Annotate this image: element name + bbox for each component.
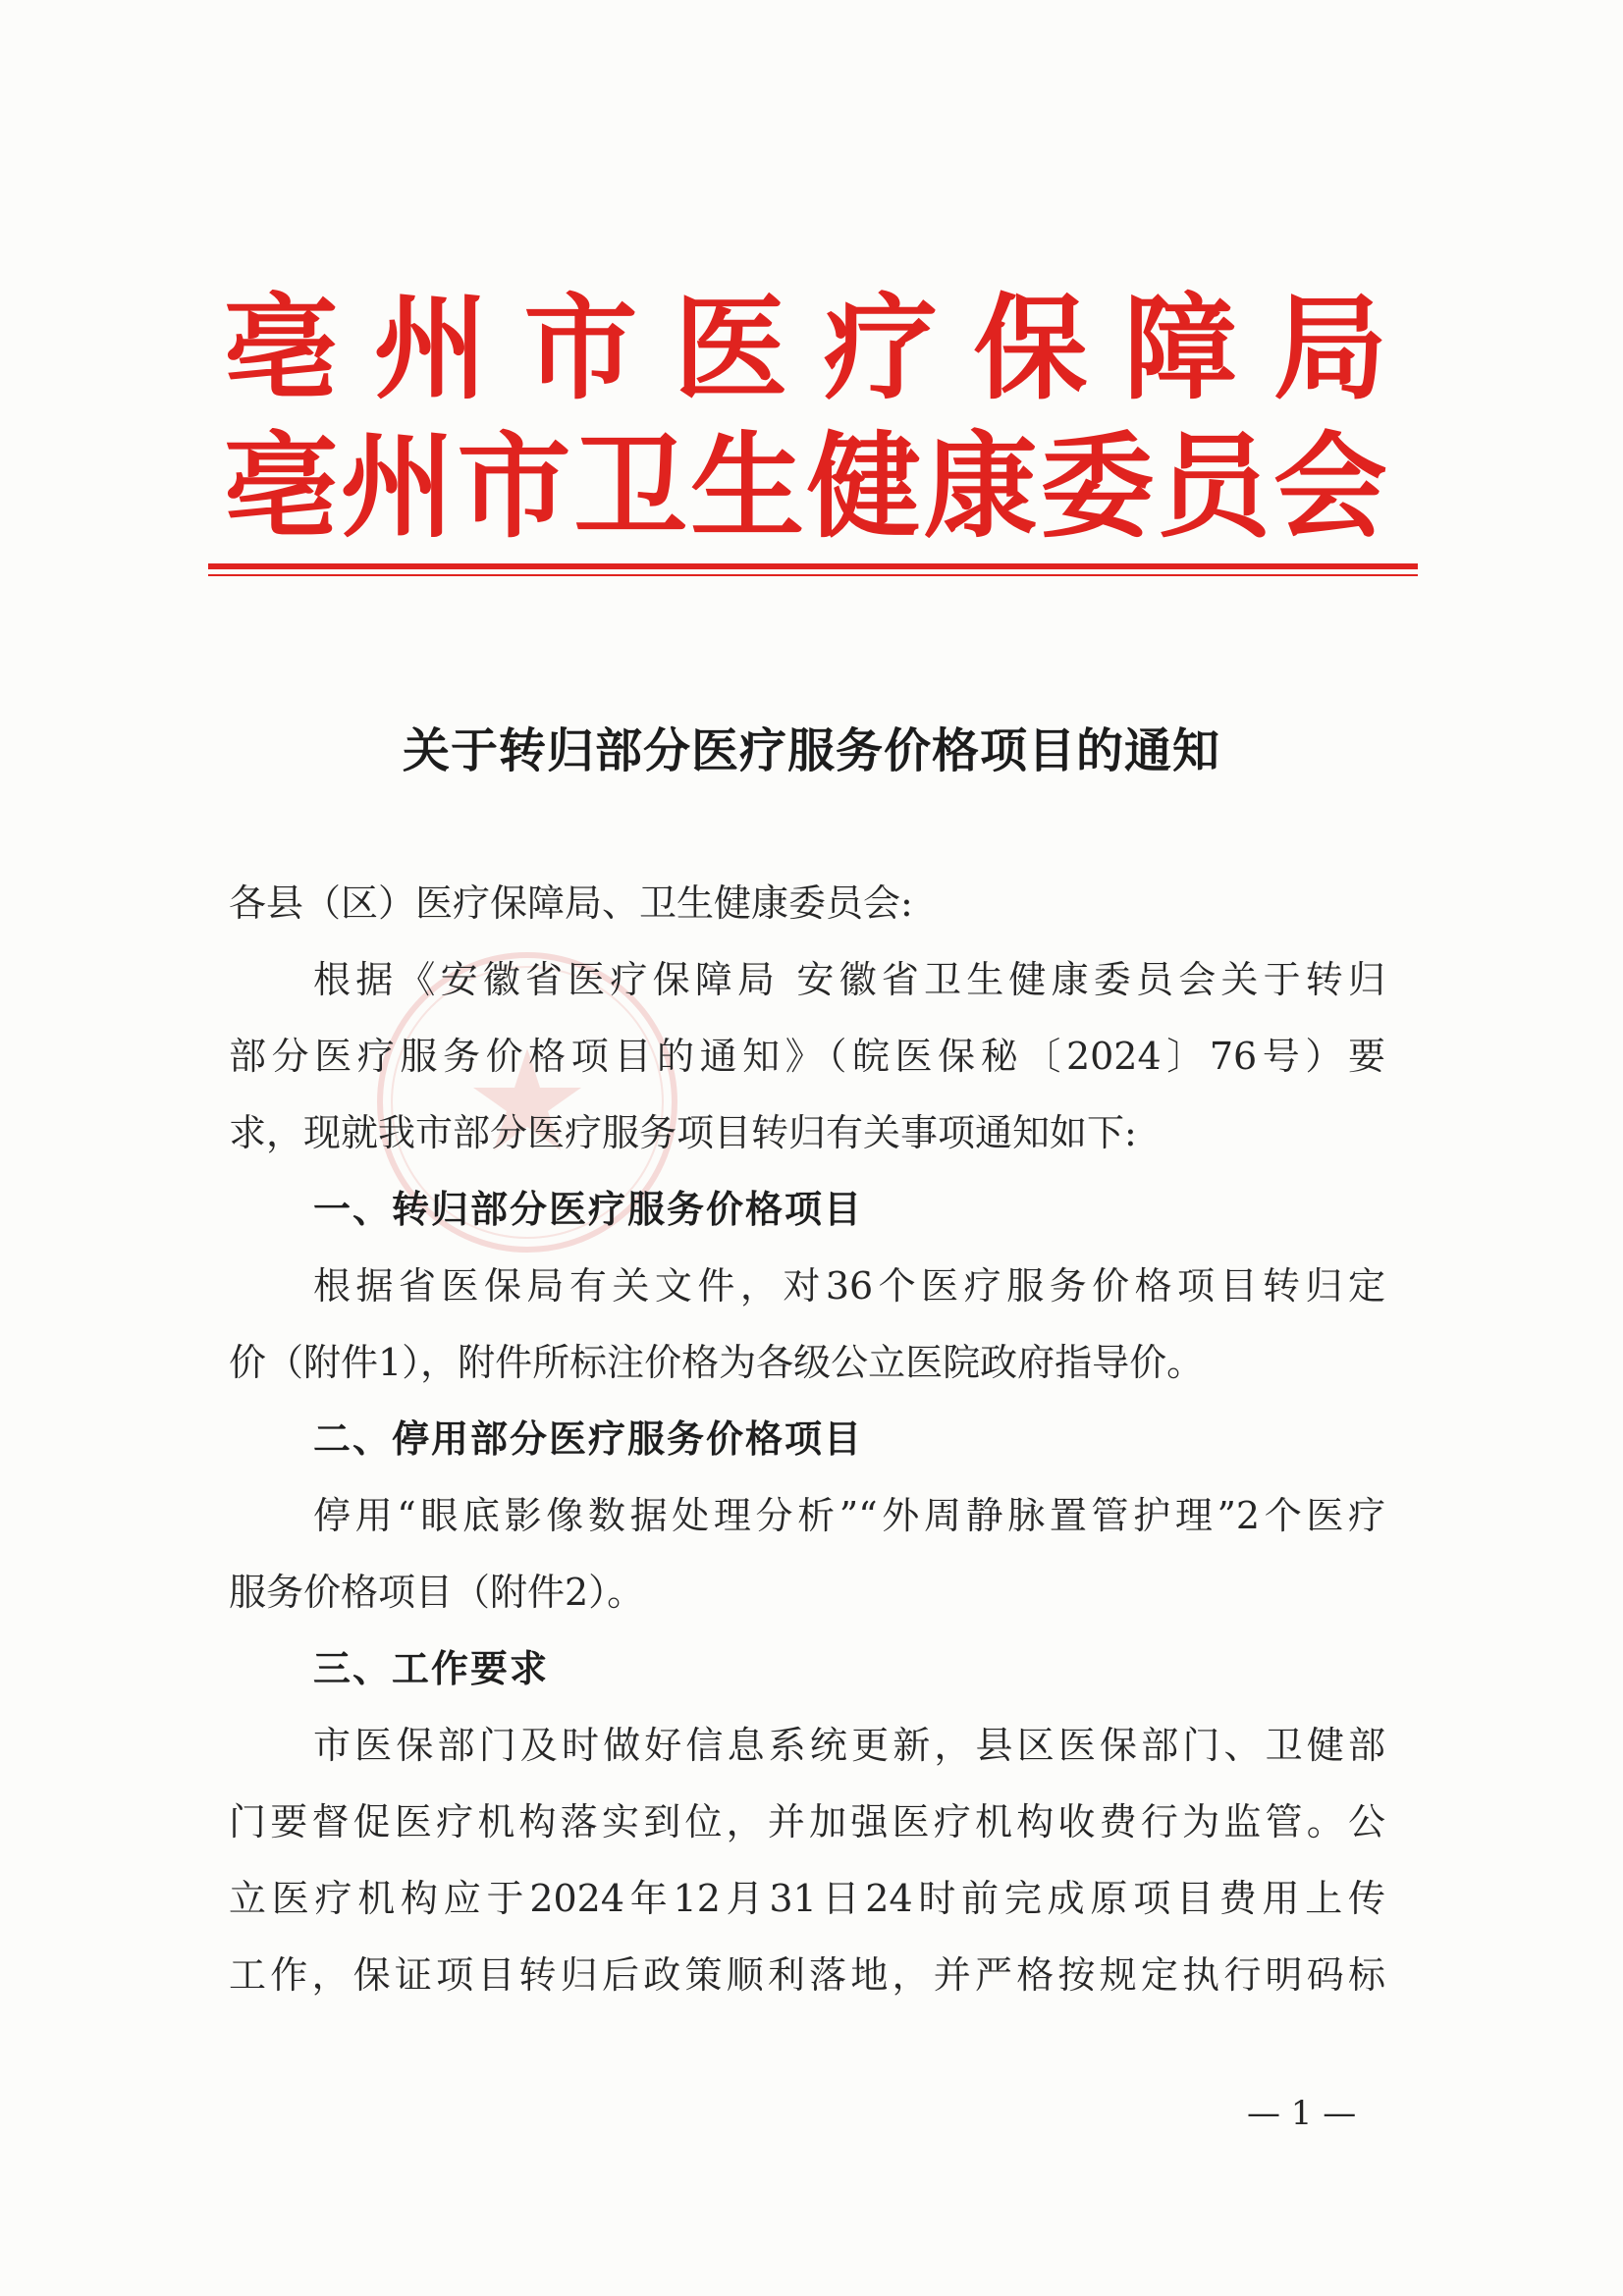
letterhead-char: 州 xyxy=(373,282,488,415)
letterhead-char: 医 xyxy=(674,282,788,415)
document-title: 关于转归部分医疗服务价格项目的通知 xyxy=(402,723,1220,778)
letterhead-divider-thick xyxy=(208,563,1418,569)
intro-line-1: 根据《安徽省医疗保障局 安徽省卫生健康委员会关于转归 xyxy=(313,958,1385,1001)
letterhead-line-1 xyxy=(224,282,1387,415)
letterhead-char: 疗 xyxy=(823,282,938,415)
letterhead-divider-thin xyxy=(208,574,1418,576)
section-2-line-1: 停用“眼底影像数据处理分析”“外周静脉置管护理”2个医疗 xyxy=(313,1494,1385,1537)
letterhead-char: 康 xyxy=(923,420,1038,554)
section-1-line-1: 根据省医保局有关文件，对36个医疗服务价格项目转归定 xyxy=(313,1264,1385,1308)
section-1-heading: 一、转归部分医疗服务价格项目 xyxy=(313,1188,864,1231)
letterhead-line-2 xyxy=(224,420,1387,554)
letterhead-char: 委 xyxy=(1040,420,1155,554)
letterhead-char: 局 xyxy=(1272,282,1387,415)
page-number: — 1 — xyxy=(1247,2094,1357,2133)
addressee-line: 各县（区）医疗保障局、卫生健康委员会: xyxy=(229,881,913,925)
section-3-line-1: 市医保部门及时做好信息系统更新，县区医保部门、卫健部 xyxy=(313,1724,1385,1767)
letterhead-char: 市 xyxy=(457,420,571,554)
section-3-line-4: 工作，保证项目转归后政策顺利落地，并严格按规定执行明码标 xyxy=(229,1953,1385,1997)
letterhead-char: 障 xyxy=(1123,282,1238,415)
letterhead-char: 卫 xyxy=(573,420,688,554)
section-3-heading: 三、工作要求 xyxy=(313,1647,550,1690)
letterhead-char: 健 xyxy=(806,420,921,554)
letterhead-char: 州 xyxy=(340,420,455,554)
intro-line-2: 部分医疗服务价格项目的通知》（皖医保秘〔2024〕76号）要 xyxy=(229,1035,1385,1078)
letterhead-char: 生 xyxy=(690,420,805,554)
letterhead-char: 会 xyxy=(1272,420,1387,554)
section-2-line-2: 服务价格项目（附件2）。 xyxy=(229,1571,645,1614)
section-1-line-2: 价（附件1），附件所标注价格为各级公立医院政府指导价。 xyxy=(229,1341,1205,1384)
letterhead-char: 员 xyxy=(1157,420,1271,554)
letterhead-char: 市 xyxy=(523,282,638,415)
letterhead-char: 亳 xyxy=(224,420,338,554)
intro-line-3: 求，现就我市部分医疗服务项目转归有关事项通知如下: xyxy=(229,1111,1137,1154)
section-3-line-2: 门要督促医疗机构落实到位，并加强医疗机构收费行为监管。公 xyxy=(229,1800,1385,1843)
letterhead-char: 保 xyxy=(973,282,1088,415)
section-2-heading: 二、停用部分医疗服务价格项目 xyxy=(313,1417,864,1461)
section-3-line-3: 立医疗机构应于2024年12月31日24时前完成原项目费用上传 xyxy=(229,1877,1385,1920)
letterhead-char: 亳 xyxy=(224,282,338,415)
